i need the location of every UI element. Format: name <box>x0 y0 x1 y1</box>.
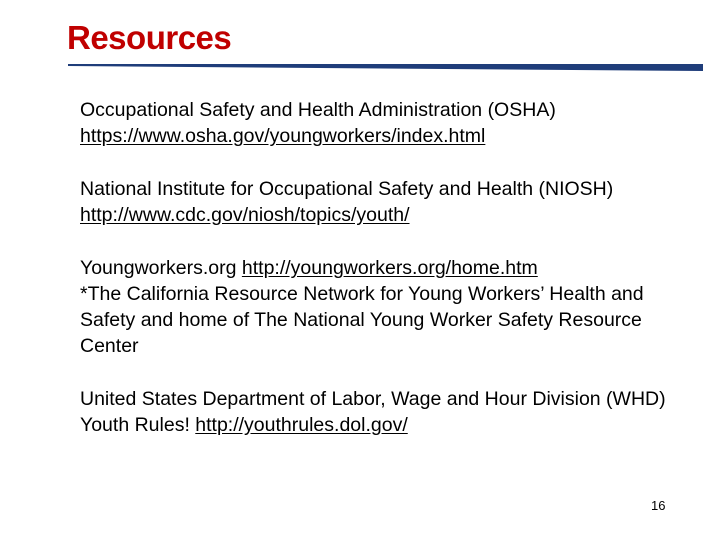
resource-name: United States Department of Labor, Wage and Hour Division (WHD) Youth Rules! <box>80 388 666 436</box>
resource-link-osha[interactable]: https://www.osha.gov/youngworkers/index.html <box>80 125 486 147</box>
resource-note: *The California Resource Network for Young Workers’ Health and Safety and home of The National Young Worker Safety Resource Center <box>80 283 644 357</box>
resource-list <box>80 97 680 438</box>
resource-name: Youngworkers.org <box>80 257 237 279</box>
slide-title: Resources <box>67 19 232 56</box>
resource-name: Occupational Safety and Health Administration (OSHA) <box>80 99 556 121</box>
resource-link-youthrules[interactable]: http://youthrules.dol.gov/ <box>195 414 408 436</box>
slide-number: 16 <box>651 498 666 513</box>
resource-link-youngworkers[interactable]: http://youngworkers.org/home.htm <box>241 257 538 279</box>
title-underline <box>68 62 703 72</box>
resource-name: National Institute for Occupational Safety and Health (NIOSH) <box>80 178 614 200</box>
resource-item-osha <box>80 97 680 149</box>
resource-item-niosh <box>80 176 680 228</box>
resource-link-niosh[interactable]: http://www.cdc.gov/niosh/topics/youth/ <box>80 204 410 226</box>
resource-item-dol-whd <box>80 386 680 438</box>
resource-item-youngworkers <box>80 255 680 359</box>
